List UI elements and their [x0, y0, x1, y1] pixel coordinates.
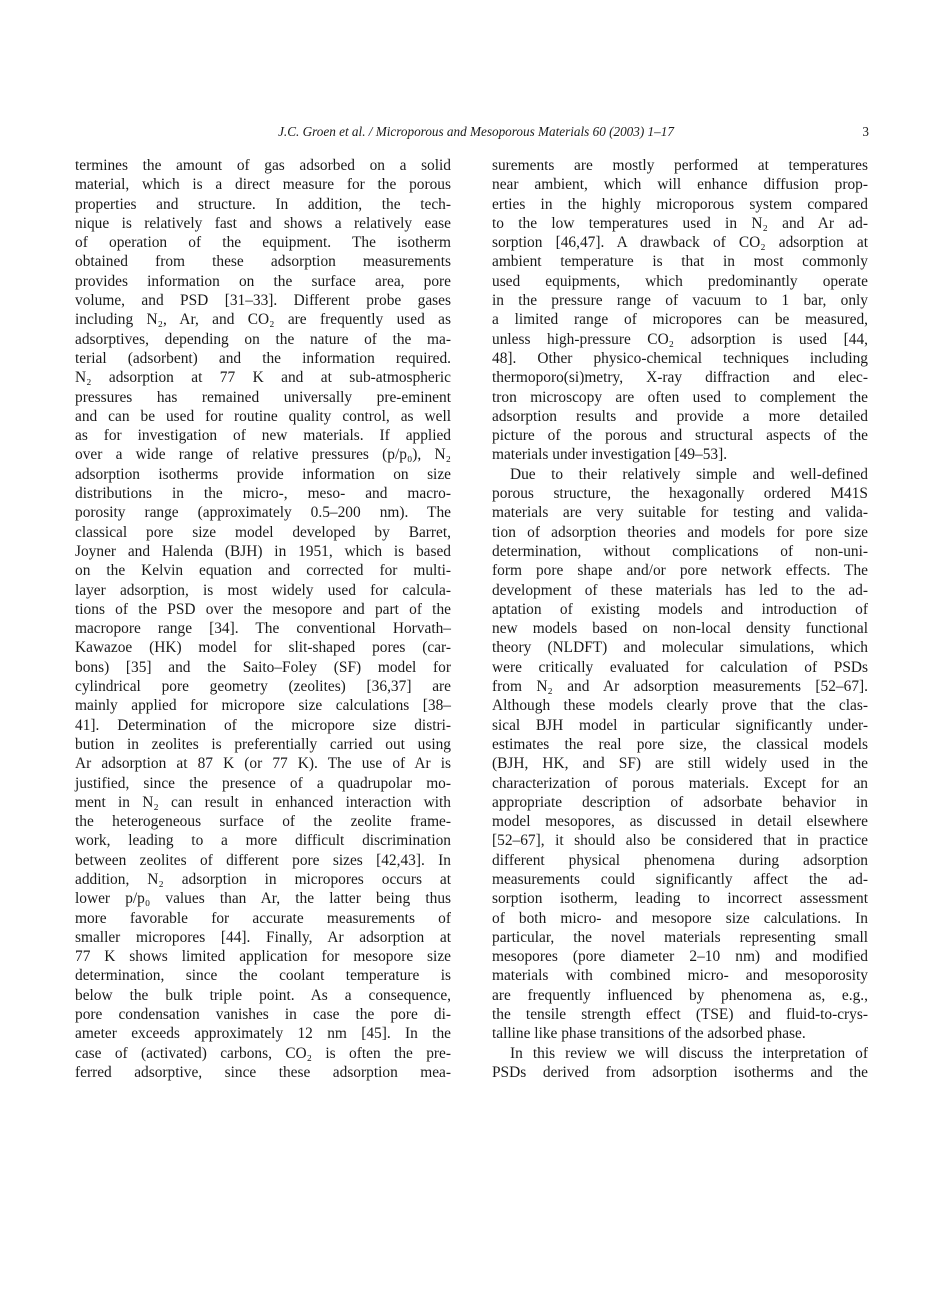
text-line: N₂ adsorption at 77 K and at sub-atmospheric	[75, 369, 451, 387]
text-line: on the Kelvin equation and corrected for multi-	[75, 562, 451, 580]
text-line: porosity range (approximately 0.5–200 nm). The	[75, 504, 451, 522]
text-line: from N₂ and Ar adsorption measurements [52–67].	[492, 678, 868, 696]
text-line: case of (activated) carbons, CO₂ is often the pre-	[75, 1044, 451, 1062]
text-line: tions of the PSD over the mesopore and part of the	[75, 600, 451, 618]
page-number: 3	[862, 124, 869, 139]
text-line: Joyner and Halenda (BJH) in 1951, which is based	[75, 542, 451, 560]
text-line: (BJH, HK, and SF) are still widely used in the	[492, 755, 868, 773]
text-line: development of these materials has led to the ad-	[492, 581, 868, 599]
text-line: sorption [46,47]. A drawback of CO₂ adsorption at	[492, 234, 868, 252]
right-column	[492, 156, 868, 1082]
text-line: new models based on non-local density functional	[492, 620, 868, 638]
text-line: Although these models clearly prove that the clas-	[492, 697, 868, 715]
text-line: bons) [35] and the Saito–Foley (SF) model for	[75, 658, 451, 676]
text-line: nique is relatively fast and shows a relatively ease	[75, 214, 451, 232]
text-line: a limited range of micropores can be measured,	[492, 311, 868, 329]
text-line: [52–67], it should also be considered that in practice	[492, 832, 868, 850]
text-line: 77 K shows limited application for mesopore size	[75, 948, 451, 966]
text-line: properties and structure. In addition, the tech-	[75, 195, 451, 213]
text-line: adsorptives, depending on the nature of the ma-	[75, 330, 451, 348]
text-line: particular, the novel materials representing small	[492, 928, 868, 946]
text-line: determination, without complications of non-uni-	[492, 542, 868, 560]
running-title: J.C. Groen et al. / Microporous and Mesoporous Materials 60 (2003) 1–17	[278, 124, 674, 139]
text-line: characterization of porous materials. Except for an	[492, 774, 868, 792]
text-line: mesopores (pore diameter 2–10 nm) and modified	[492, 948, 868, 966]
text-line: talline like phase transitions of the adsorbed phase.	[492, 1025, 806, 1043]
text-line: sical BJH model in particular significantly under-	[492, 716, 868, 734]
text-line: different physical phenomena during adsorption	[492, 851, 868, 869]
text-line: porous structure, the hexagonally ordered M41S	[492, 485, 868, 503]
text-line: more favorable for accurate measurements of	[75, 909, 451, 927]
text-line: pore condensation vanishes in case the pore di-	[75, 1006, 451, 1024]
text-line: distributions in the micro-, meso- and macro-	[75, 485, 451, 503]
text-line: In this review we will discuss the interpretation of	[510, 1044, 868, 1062]
text-line: and can be used for routine quality control, as well	[75, 407, 451, 425]
text-line: pressures has remained universally pre-eminent	[75, 388, 451, 406]
text-line: used equipments, which predominantly operate	[492, 272, 868, 290]
text-line: picture of the porous and structural aspects of the	[492, 427, 868, 445]
text-line: model mesopores, as discussed in detail elsewhere	[492, 813, 868, 831]
text-line: ferred adsorptive, since these adsorption mea-	[75, 1063, 451, 1081]
text-line: aptation of existing models and introduction of	[492, 600, 868, 618]
text-line: mainly applied for micropore size calculations [38–	[75, 697, 451, 715]
text-line: near ambient, which will enhance diffusion prop-	[492, 176, 868, 194]
text-line: to the low temperatures used in N₂ and Ar ad-	[492, 214, 868, 232]
text-line: including N₂, Ar, and CO₂ are frequently used as	[75, 311, 451, 329]
text-line: erties in the highly microporous system compared	[492, 195, 868, 213]
text-line: the tensile strength effect (TSE) and fluid-to-crys-	[492, 1006, 868, 1024]
text-line: ambient temperature is that in most commonly	[492, 253, 868, 271]
text-line: determination, since the coolant temperature is	[75, 967, 451, 985]
text-line: classical pore size model developed by Barret,	[75, 523, 451, 541]
text-line: 48]. Other physico-chemical techniques including	[492, 349, 868, 367]
text-line: PSDs derived from adsorption isotherms and the	[492, 1063, 868, 1081]
text-line: between zeolites of different pore sizes [42,43]. In	[75, 851, 451, 869]
text-line: unless high-pressure CO₂ adsorption is used [44,	[492, 330, 868, 348]
text-line: are frequently influenced by phenomena as, e.g.,	[492, 986, 868, 1004]
text-line: the heterogeneous surface of the zeolite frame-	[75, 813, 451, 831]
text-line: appropriate description of adsorbate behavior in	[492, 793, 868, 811]
text-line: material, which is a direct measure for the porous	[75, 176, 451, 194]
text-line: of operation of the equipment. The isotherm	[75, 234, 451, 252]
text-line: obtained from these adsorption measurements	[75, 253, 451, 271]
text-line: sorption isotherm, leading to incorrect assessment	[492, 890, 868, 908]
text-line: cylindrical pore geometry (zeolites) [36,37] are	[75, 678, 451, 696]
text-line: over a wide range of relative pressures (p/p₀), N₂	[75, 446, 451, 464]
text-line: ameter exceeds approximately 12 nm [45]. In the	[75, 1025, 451, 1043]
text-line: materials under investigation [49–53].	[492, 446, 728, 464]
text-line: smaller micropores [44]. Finally, Ar adsorption at	[75, 928, 451, 946]
text-line: as for investigation of new materials. If applied	[75, 427, 451, 445]
text-line: were critically evaluated for calculation of PSDs	[492, 658, 868, 676]
left-column	[75, 156, 451, 1082]
text-line: theory (NLDFT) and molecular simulations, which	[492, 639, 868, 657]
text-line: lower p/p₀ values than Ar, the latter being thus	[75, 890, 451, 908]
text-line: macropore range [34]. The conventional Horvath–	[75, 620, 451, 638]
text-line: volume, and PSD [31–33]. Different probe gases	[75, 292, 451, 310]
text-line: of both micro- and mesopore size calculations. In	[492, 909, 868, 927]
text-line: adsorption results and provide a more detailed	[492, 407, 868, 425]
text-line: 41]. Determination of the micropore size distri-	[75, 716, 451, 734]
text-line: materials are very suitable for testing and valida-	[492, 504, 868, 522]
text-line: Kawazoe (HK) model for slit-shaped pores (car-	[75, 639, 451, 657]
text-line: in the pressure range of vacuum to 1 bar, only	[492, 292, 868, 310]
text-line: adsorption isotherms provide information on size	[75, 465, 451, 483]
text-line: tron microscopy are often used to complement the	[492, 388, 868, 406]
text-line: addition, N₂ adsorption in micropores occurs at	[75, 870, 451, 888]
text-line: below the bulk triple point. As a consequence,	[75, 986, 451, 1004]
text-line: materials with combined micro- and mesoporosity	[492, 967, 868, 985]
text-line: estimates the real pore size, the classical models	[492, 735, 868, 753]
text-line: layer adsorption, is most widely used for calcula-	[75, 581, 451, 599]
text-line: work, leading to a more difficult discrimination	[75, 832, 451, 850]
text-line: surements are mostly performed at temperatures	[492, 157, 868, 174]
text-line: Due to their relatively simple and well-defined	[510, 465, 868, 483]
text-line: thermoporo(si)metry, X-ray diffraction and elec-	[492, 369, 868, 387]
text-line: Ar adsorption at 87 K (or 77 K). The use of Ar is	[75, 755, 451, 773]
text-line: provides information on the surface area, pore	[75, 272, 451, 290]
text-line: tion of adsorption theories and models for pore size	[492, 523, 868, 541]
running-head	[75, 122, 877, 142]
text-line: justified, since the presence of a quadrupolar mo-	[75, 774, 451, 792]
text-line: terial (adsorbent) and the information required.	[75, 349, 451, 367]
text-line: measurements could significantly affect the ad-	[492, 870, 868, 888]
text-line: form pore shape and/or pore network effects. The	[492, 562, 868, 580]
text-line: termines the amount of gas adsorbed on a solid	[75, 157, 451, 174]
text-line: ment in N₂ can result in enhanced interaction with	[75, 793, 451, 811]
text-line: bution in zeolites is preferentially carried out using	[75, 735, 451, 753]
